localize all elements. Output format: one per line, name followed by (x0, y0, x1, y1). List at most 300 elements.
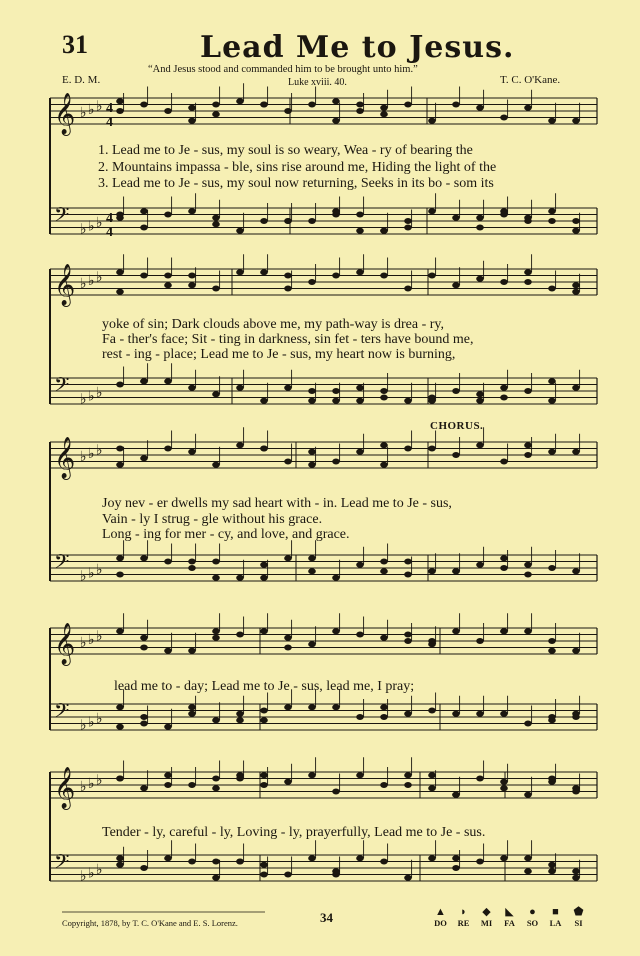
lyric-line: Joy nev - er dwells my sad heart with - in. Lead me to Je - sus, (102, 496, 452, 511)
note-head (284, 218, 292, 224)
semicircle-note-icon: ◗ (460, 906, 467, 918)
note-head (188, 273, 196, 279)
note-head (356, 855, 364, 861)
note-head (332, 789, 340, 795)
note-head (404, 782, 412, 788)
note-head (212, 635, 220, 641)
note-head (284, 555, 292, 561)
note-head (212, 221, 220, 227)
solfa-legend (432, 906, 587, 928)
solfa-label: MI (480, 918, 493, 928)
note-head (404, 398, 412, 404)
note-head (308, 449, 316, 455)
note-head (140, 635, 148, 641)
note-head (308, 398, 316, 404)
note-head (332, 628, 340, 634)
note-head (188, 704, 196, 710)
flat-sign-icon: ♭ (88, 631, 95, 648)
chorus-label: CHORUS. (430, 420, 484, 432)
note-head (332, 575, 340, 581)
note-head (212, 559, 220, 565)
note-head (164, 782, 172, 788)
note-head (404, 772, 412, 778)
note-head (548, 648, 556, 654)
time-signature: 4 (106, 211, 113, 226)
flat-sign-icon: ♭ (80, 105, 87, 121)
note-head (116, 98, 124, 104)
note-head (428, 638, 436, 644)
note-head (332, 118, 340, 124)
note-head (260, 782, 268, 788)
note-head (380, 228, 388, 234)
note-head (308, 772, 316, 778)
note-head (428, 772, 436, 778)
note-head (524, 572, 532, 578)
note-head (140, 273, 148, 279)
note-head (428, 785, 436, 791)
note-head (116, 572, 124, 578)
flat-sign-icon: ♭ (96, 562, 103, 578)
note-head (140, 378, 148, 384)
note-head (260, 218, 268, 224)
note-head (500, 855, 508, 861)
note-head (356, 714, 364, 720)
bass-clef-icon: 𝄢 (54, 549, 70, 578)
note-head (548, 862, 556, 868)
time-signature: 4 (106, 101, 113, 116)
note-head (380, 395, 388, 401)
note-head (116, 269, 124, 275)
note-head (476, 711, 484, 717)
note-head (212, 785, 220, 791)
note-head (404, 225, 412, 231)
note-head (332, 98, 340, 104)
triangle-note-icon: ▲ (435, 906, 446, 918)
note-head (308, 279, 316, 285)
solfa-label: RE (457, 918, 470, 928)
note-head (164, 559, 172, 565)
note-head (332, 868, 340, 874)
note-head (500, 555, 508, 561)
note-head (380, 704, 388, 710)
note-head (116, 382, 124, 388)
note-head (332, 273, 340, 279)
note-head (116, 855, 124, 861)
note-head (188, 559, 196, 565)
note-head (188, 282, 196, 288)
note-head (476, 562, 484, 568)
note-head (212, 628, 220, 634)
note-head (572, 868, 580, 874)
note-head (572, 282, 580, 288)
note-head (572, 785, 580, 791)
note-head (236, 269, 244, 275)
note-head (188, 782, 196, 788)
note-head (476, 105, 484, 111)
note-head (404, 632, 412, 638)
note-head (164, 273, 172, 279)
note-head (260, 269, 268, 275)
note-head (428, 273, 436, 279)
flat-sign-icon: ♭ (96, 215, 103, 231)
note-head (308, 704, 316, 710)
note-head (476, 859, 484, 865)
solfa-mi (478, 906, 495, 928)
note-head (428, 855, 436, 861)
note-head (260, 717, 268, 723)
note-head (332, 208, 340, 214)
note-head (524, 855, 532, 861)
solfa-fa (501, 906, 518, 928)
note-head (164, 772, 172, 778)
note-head (356, 108, 364, 114)
lyric-line: lead me to - day; Lead me to Je - sus, lead me, I pray; (114, 679, 415, 694)
flat-sign-icon: ♭ (88, 388, 95, 405)
flat-sign-icon: ♭ (88, 775, 95, 792)
flat-sign-icon: ♭ (80, 868, 87, 885)
note-head (164, 446, 172, 452)
note-head (380, 105, 388, 111)
note-head (116, 108, 124, 114)
solfa-label: LA (549, 918, 562, 928)
note-head (188, 105, 196, 111)
note-head (452, 628, 460, 634)
flat-sign-icon: ♭ (80, 391, 87, 408)
note-head (212, 462, 220, 468)
lyric-line: Tender - ly, careful - ly, Loving - ly, prayerfully, Lead me to Je - sus. (102, 825, 486, 840)
flat-sign-icon: ♭ (80, 276, 87, 292)
note-head (116, 446, 124, 452)
note-head (524, 721, 532, 727)
note-head (260, 446, 268, 452)
note-head (524, 792, 532, 798)
note-head (572, 289, 580, 295)
note-head (524, 452, 532, 458)
note-head (284, 645, 292, 651)
note-head (572, 875, 580, 881)
note-head (212, 286, 220, 292)
lyric-line: yoke of sin; Dark clouds above me, my path-way is drea - ry, (102, 317, 444, 332)
note-head (572, 228, 580, 234)
note-head (356, 398, 364, 404)
treble-clef-icon: 𝄞 (54, 623, 76, 665)
note-head (452, 711, 460, 717)
note-head (548, 286, 556, 292)
epigraph: “And Jesus stood and commanded him to be brought unto him.” (148, 64, 418, 75)
note-head (236, 717, 244, 723)
treble-clef-icon: 𝄞 (54, 93, 76, 135)
note-head (500, 395, 508, 401)
note-head (236, 859, 244, 865)
note-head (524, 105, 532, 111)
note-head (356, 269, 364, 275)
note-head (260, 628, 268, 634)
flat-sign-icon: ♭ (96, 628, 103, 645)
note-head (140, 645, 148, 651)
note-head (332, 398, 340, 404)
note-head (452, 388, 460, 394)
note-head (380, 273, 388, 279)
solfa-label: SO (526, 918, 539, 928)
note-head (572, 218, 580, 224)
note-head (404, 875, 412, 881)
note-head (500, 208, 508, 214)
note-head (284, 286, 292, 292)
note-head (476, 225, 484, 231)
flat-sign-icon: ♭ (96, 269, 103, 286)
note-head (452, 855, 460, 861)
note-head (452, 568, 460, 574)
note-head (404, 286, 412, 292)
note-head (308, 218, 316, 224)
note-head (236, 575, 244, 581)
note-head (164, 378, 172, 384)
note-head (548, 218, 556, 224)
note-head (500, 459, 508, 465)
note-head (236, 772, 244, 778)
note-head (524, 388, 532, 394)
note-head (380, 462, 388, 468)
note-head (236, 98, 244, 104)
flat-sign-icon: ♭ (96, 711, 103, 727)
lyric-line: Long - ing for mer - cy, and love, and grace. (102, 527, 350, 542)
treble-clef-icon: 𝄞 (54, 437, 76, 479)
note-head (260, 562, 268, 568)
note-head (188, 648, 196, 654)
flat-sign-icon: ♭ (80, 779, 87, 795)
note-head (572, 714, 580, 720)
note-head (164, 724, 172, 730)
lyric-line: 2. Mountains impassa - ble, sins rise around me, Hiding the light of the (98, 160, 497, 175)
time-signature: 4 (106, 115, 113, 130)
note-head (308, 555, 316, 561)
note-head (140, 208, 148, 214)
note-head (380, 635, 388, 641)
note-head (452, 215, 460, 221)
treble-clef-icon: 𝄞 (54, 264, 76, 306)
note-head (116, 776, 124, 782)
note-head (164, 648, 172, 654)
note-head (212, 391, 220, 397)
note-head (356, 772, 364, 778)
note-head (452, 282, 460, 288)
note-head (524, 562, 532, 568)
note-head (476, 442, 484, 448)
flat-sign-icon: ♭ (88, 218, 95, 235)
note-head (476, 391, 484, 397)
lyric-line: Fa - ther's face; Sit - ting in darkness, sin fet - ters have bound me, (102, 332, 474, 347)
hymn-title: Lead Me to Jesus. (200, 30, 515, 65)
note-head (548, 118, 556, 124)
note-head (356, 632, 364, 638)
note-head (284, 872, 292, 878)
note-head (548, 449, 556, 455)
note-head (260, 102, 268, 108)
note-head (236, 711, 244, 717)
flat-sign-icon: ♭ (88, 565, 95, 582)
note-head (308, 855, 316, 861)
flat-sign-icon: ♭ (96, 772, 103, 789)
bass-clef-icon: 𝄢 (54, 372, 70, 401)
note-head (332, 388, 340, 394)
note-head (380, 388, 388, 394)
note-head (140, 102, 148, 108)
note-head (308, 388, 316, 394)
note-head (308, 102, 316, 108)
note-head (284, 779, 292, 785)
note-head (284, 704, 292, 710)
note-head (188, 385, 196, 391)
note-head (212, 215, 220, 221)
note-head (140, 865, 148, 871)
composer-credit: T. C. O'Kane. (500, 74, 561, 86)
note-head (524, 269, 532, 275)
note-head (404, 572, 412, 578)
note-head (116, 704, 124, 710)
note-head (188, 208, 196, 214)
scripture-reference: Luke xviii. 40. (288, 77, 347, 88)
round-note-icon: ● (529, 906, 536, 918)
solfa-so (524, 906, 541, 928)
lyric-line: rest - ing - place; Lead me to Je - sus, my heart now is burning, (102, 347, 456, 362)
lyric-line: Vain - ly I strug - gle without his grace. (102, 512, 323, 527)
note-head (572, 568, 580, 574)
note-head (332, 459, 340, 465)
note-head (380, 111, 388, 117)
flat-sign-icon: ♭ (96, 385, 103, 401)
note-head (356, 228, 364, 234)
note-head (524, 279, 532, 285)
note-head (212, 875, 220, 881)
note-head (260, 772, 268, 778)
lyricist-credit: E. D. M. (62, 74, 101, 86)
note-head (428, 395, 436, 401)
copyright-notice: Copyright, 1878, by T. C. O'Kane and E. S. Lorenz. (62, 918, 238, 928)
note-head (500, 711, 508, 717)
note-head (188, 118, 196, 124)
note-head (188, 449, 196, 455)
note-head (500, 279, 508, 285)
flat-sign-icon: ♭ (80, 635, 87, 651)
note-head (380, 714, 388, 720)
note-head (284, 108, 292, 114)
note-head (476, 638, 484, 644)
note-head (380, 859, 388, 865)
note-head (572, 648, 580, 654)
flat-sign-icon: ♭ (80, 221, 87, 238)
note-head (260, 398, 268, 404)
note-head (140, 785, 148, 791)
note-head (236, 385, 244, 391)
note-head (212, 776, 220, 782)
note-head (404, 446, 412, 452)
flat-sign-icon: ♭ (96, 98, 103, 115)
note-head (548, 378, 556, 384)
note-head (524, 628, 532, 634)
flat-sign-icon: ♭ (80, 449, 87, 465)
note-head (500, 385, 508, 391)
note-head (404, 559, 412, 565)
solfa-si (570, 906, 587, 928)
note-head (572, 385, 580, 391)
note-head (140, 455, 148, 461)
solfa-re (455, 906, 472, 928)
lyric-line: 3. Lead me to Je - sus, my soul now returning, Seeks in its bo - som its (98, 176, 494, 191)
note-head (548, 208, 556, 214)
note-head (548, 398, 556, 404)
note-head (428, 118, 436, 124)
note-head (524, 868, 532, 874)
flat-sign-icon: ♭ (88, 272, 95, 289)
note-head (524, 442, 532, 448)
note-head (404, 218, 412, 224)
note-head (308, 568, 316, 574)
note-head (116, 628, 124, 634)
note-head (260, 872, 268, 878)
note-head (356, 562, 364, 568)
flat-sign-icon: ♭ (80, 568, 87, 585)
note-head (452, 102, 460, 108)
diamond-note-icon: ◆ (482, 906, 491, 918)
bass-clef-icon: 𝄢 (54, 202, 70, 231)
note-head (236, 228, 244, 234)
treble-clef-icon: 𝄞 (54, 767, 76, 809)
note-head (500, 628, 508, 634)
note-head (356, 102, 364, 108)
note-head (452, 452, 460, 458)
note-head (524, 218, 532, 224)
flat-sign-icon: ♭ (88, 865, 95, 882)
note-head (164, 855, 172, 861)
note-head (140, 721, 148, 727)
note-head (548, 638, 556, 644)
note-head (572, 118, 580, 124)
note-head (116, 862, 124, 868)
note-head (236, 442, 244, 448)
note-head (116, 555, 124, 561)
hymn-number: 31 (62, 30, 88, 59)
note-head (380, 782, 388, 788)
note-head (404, 102, 412, 108)
note-head (212, 111, 220, 117)
note-head (284, 273, 292, 279)
note-head (500, 565, 508, 571)
solfa-label: FA (504, 918, 515, 928)
note-head (356, 212, 364, 218)
note-head (164, 212, 172, 218)
note-head (164, 282, 172, 288)
note-head (116, 215, 124, 221)
note-head (548, 717, 556, 723)
note-head (236, 632, 244, 638)
right-triangle-note-icon: ◣ (505, 906, 514, 918)
note-head (428, 568, 436, 574)
page-number: 34 (320, 910, 333, 925)
note-head (548, 565, 556, 571)
note-head (188, 711, 196, 717)
note-head (116, 289, 124, 295)
note-head (212, 102, 220, 108)
note-head (260, 575, 268, 581)
bass-clef-icon: 𝄢 (54, 849, 70, 878)
note-head (428, 208, 436, 214)
note-head (140, 555, 148, 561)
note-head (452, 792, 460, 798)
note-head (116, 724, 124, 730)
note-head (572, 449, 580, 455)
lyric-line: 1. Lead me to Je - sus, my soul is so weary, Wea - ry of bearing the (98, 143, 473, 158)
note-head (404, 711, 412, 717)
